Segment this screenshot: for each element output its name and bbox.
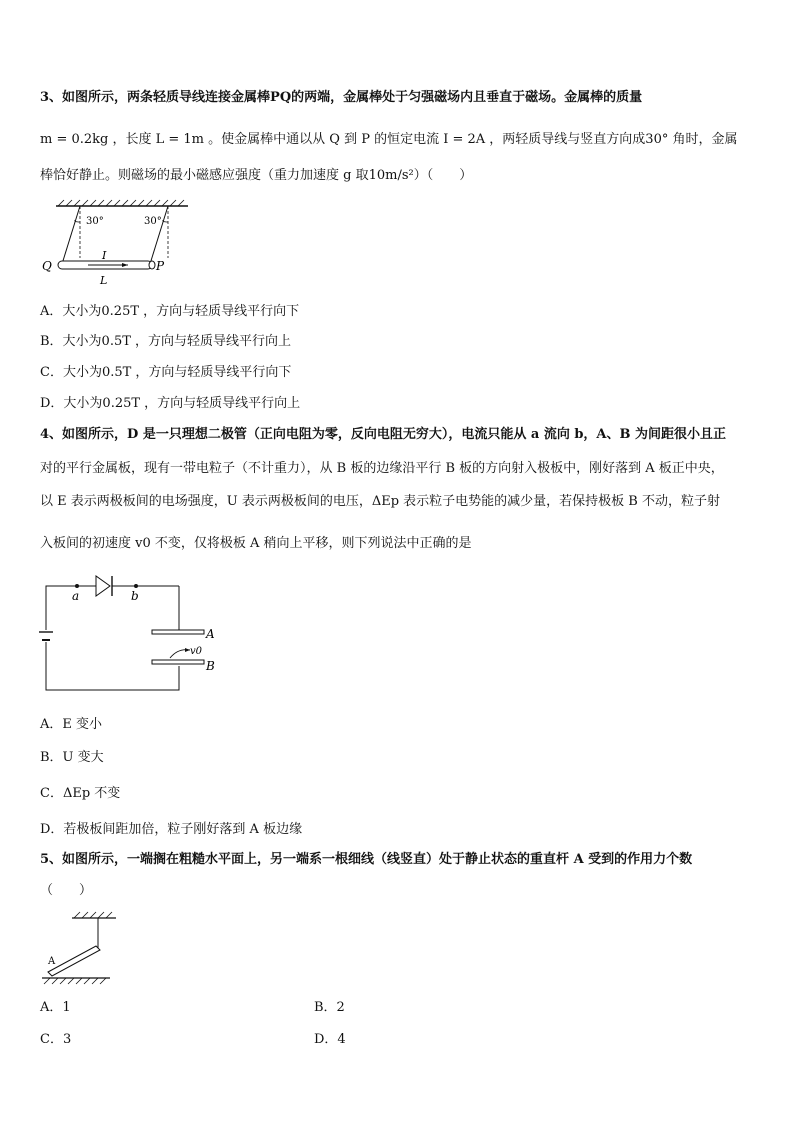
q4-label-A: A bbox=[206, 627, 215, 641]
q3-angle-left-label: 30° bbox=[86, 216, 104, 227]
q4-stem-line-4: 入板间的初速度 v0 不变，仅将极板 A 稍向上平移，则下列说法中正确的是 bbox=[40, 536, 472, 551]
q4-stem-line-3: 以 E 表示两极板间的电场强度，U 表示两极板间的电压，ΔEp 表示粒子电势能的减少量，若保持极板 B 不动，粒子射 bbox=[40, 494, 720, 509]
q4-option-c[interactable]: C．ΔEp 不变 bbox=[40, 786, 121, 801]
q3-label-P: P bbox=[156, 259, 165, 273]
q5-option-d[interactable]: D．4 bbox=[314, 1032, 346, 1047]
q3-figure bbox=[36, 198, 196, 290]
q5-option-b[interactable]: B．2 bbox=[314, 1000, 345, 1015]
q4-label-B: B bbox=[206, 659, 215, 673]
q5-label-A: A bbox=[48, 956, 56, 967]
q5-option-c[interactable]: C．3 bbox=[40, 1032, 72, 1047]
q3-label-L: L bbox=[100, 274, 108, 287]
q5-stem-line-1: 5、如图所示，一端搁在粗糙水平面上，另一端系一根细线（线竖直）处于静止状态的重直杆 A 受到的作用力个数 bbox=[40, 852, 693, 867]
q3-option-c[interactable]: C．大小为0.5T ，方向与轻质导线平行向下 bbox=[40, 365, 292, 380]
q3-angle-right-label: 30° bbox=[144, 216, 162, 227]
q3-label-Q: Q bbox=[42, 259, 52, 273]
q4-option-a[interactable]: A．E 变小 bbox=[40, 717, 103, 732]
q4-option-b[interactable]: B．U 变大 bbox=[40, 750, 104, 765]
q3-stem-line-2: m = 0.2kg ，长度 L = 1m 。使金属棒中通以从 Q 到 P 的恒定电流 I = 2A ，两轻质导线与竖直方向成30° 角时，金属 bbox=[40, 132, 738, 147]
q4-stem-line-1: 4、如图所示，D 是一只理想二极管（正向电阻为零，反向电阻无穷大），电流只能从 a 流向 b，A、B 为间距很小且正 bbox=[40, 427, 727, 442]
q3-label-I: I bbox=[102, 249, 107, 262]
q4-label-b: b bbox=[131, 589, 139, 603]
q4-label-v0: v0 bbox=[190, 646, 203, 657]
q4-label-a: a bbox=[72, 589, 80, 603]
q5-figure bbox=[40, 910, 130, 986]
q5-option-a[interactable]: A．1 bbox=[40, 1000, 71, 1015]
q5-stem-line-2: （ ） bbox=[40, 883, 93, 898]
q4-stem-line-2: 对的平行金属板，现有一带电粒子（不计重力），从 B 板的边缘沿平行 B 板的方向射入极板中，刚好落到 A 板正中央， bbox=[40, 461, 724, 476]
q3-stem-line-1: 3、如图所示，两条轻质导线连接金属棒PQ的两端，金属棒处于匀强磁场内且垂直于磁场。金属棒的质量 bbox=[40, 90, 643, 105]
q4-figure bbox=[38, 570, 228, 696]
q3-stem-line-3: 棒恰好静止。则磁场的最小磁感应强度（重力加速度 g 取10m/s²）（ ） bbox=[40, 168, 473, 183]
q3-option-d[interactable]: D．大小为0.25T ，方向与轻质导线平行向上 bbox=[40, 396, 301, 411]
q3-option-b[interactable]: B．大小为0.5T ，方向与轻质导线平行向上 bbox=[40, 334, 292, 349]
q4-option-d[interactable]: D．若极板间距加倍，粒子刚好落到 A 板边缘 bbox=[40, 822, 303, 837]
q3-option-a[interactable]: A．大小为0.25T ，方向与轻质导线平行向下 bbox=[40, 304, 300, 319]
